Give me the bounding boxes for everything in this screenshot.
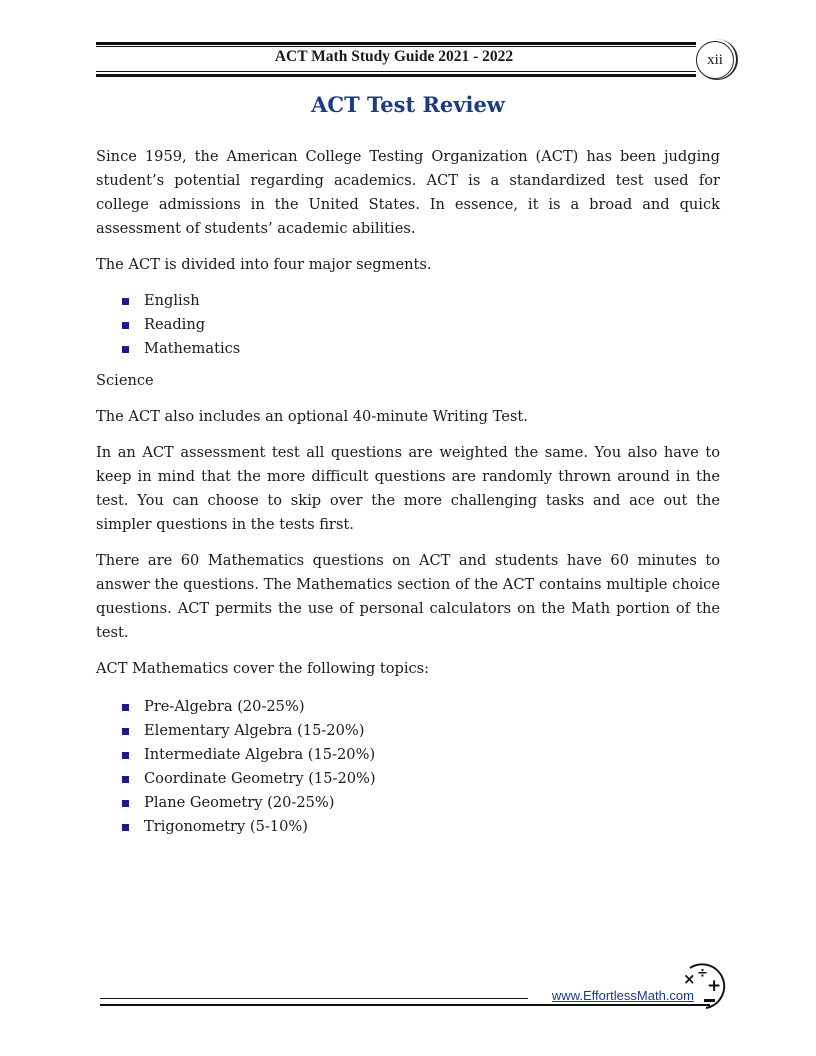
footer-website-link[interactable]: www.EffortlessMath.com [551,988,694,1003]
list-item: Intermediate Algebra (15-20%) [122,743,720,767]
list-item: Reading [122,313,720,337]
topics-list [96,695,720,839]
math-operators-icon [676,960,728,1012]
svg-text:÷: ÷ [697,966,708,981]
list-item: Plane Geometry (20-25%) [122,791,720,815]
intro-paragraph: Since 1959, the American College Testing Organization (ACT) has been judging student’s potential regarding academics. ACT is a standardized test used for college admissions in the United States. In essence, it is a broad and quick assessment of students’ academic abilities. [96,148,720,237]
square-bullet-icon [122,346,129,353]
document-body [96,145,720,847]
square-bullet-icon [122,752,129,759]
list-item: Trigonometry (5-10%) [122,815,720,839]
segments-list [96,289,720,361]
list-item: Elementary Algebra (15-20%) [122,719,720,743]
square-bullet-icon [122,800,129,807]
topics-intro: ACT Mathematics cover the following topics: [96,660,430,677]
list-item: Mathematics [122,337,720,361]
footer-rule-top [100,998,528,999]
square-bullet-icon [122,704,129,711]
writing-test-note: The ACT also includes an optional 40-minute Writing Test. [96,408,528,425]
header-title: ACT Math Study Guide 2021 - 2022 [274,48,514,65]
square-bullet-icon [122,728,129,735]
header-rule-top-thin [96,46,696,47]
list-item: English [122,289,720,313]
page-footer [100,958,730,1018]
segment-last: Science [96,372,154,389]
svg-text:×: × [683,970,696,988]
list-item: Pre-Algebra (20-25%) [122,695,720,719]
svg-text:+: + [707,976,722,996]
list-item: Coordinate Geometry (15-20%) [122,767,720,791]
page-number: xii [696,41,734,79]
square-bullet-icon [122,322,129,329]
header-rule-bottom [96,74,696,77]
page-header [96,40,736,90]
weighting-paragraph: In an ACT assessment test all questions are weighted the same. You also have to keep in mind that the more difficult questions are randomly thrown around in the test. You can choose to skip over the more challenging tasks and ace out the simpler questions in the tests first. [96,444,720,533]
math-paragraph: There are 60 Mathematics questions on ACT and students have 60 minutes to answer the questions. The Mathematics section of the ACT contains multiple choice questions. ACT permits the use of personal calculators on the Math portion of the test. [96,552,720,641]
square-bullet-icon [122,824,129,831]
footer-rule-bottom [100,1004,710,1006]
square-bullet-icon [122,298,129,305]
header-rule-top [96,42,696,45]
header-rule-bottom-thin [96,71,696,72]
square-bullet-icon [122,776,129,783]
segments-intro: The ACT is divided into four major segments. [96,256,432,273]
page-title: ACT Test Review [311,92,505,117]
